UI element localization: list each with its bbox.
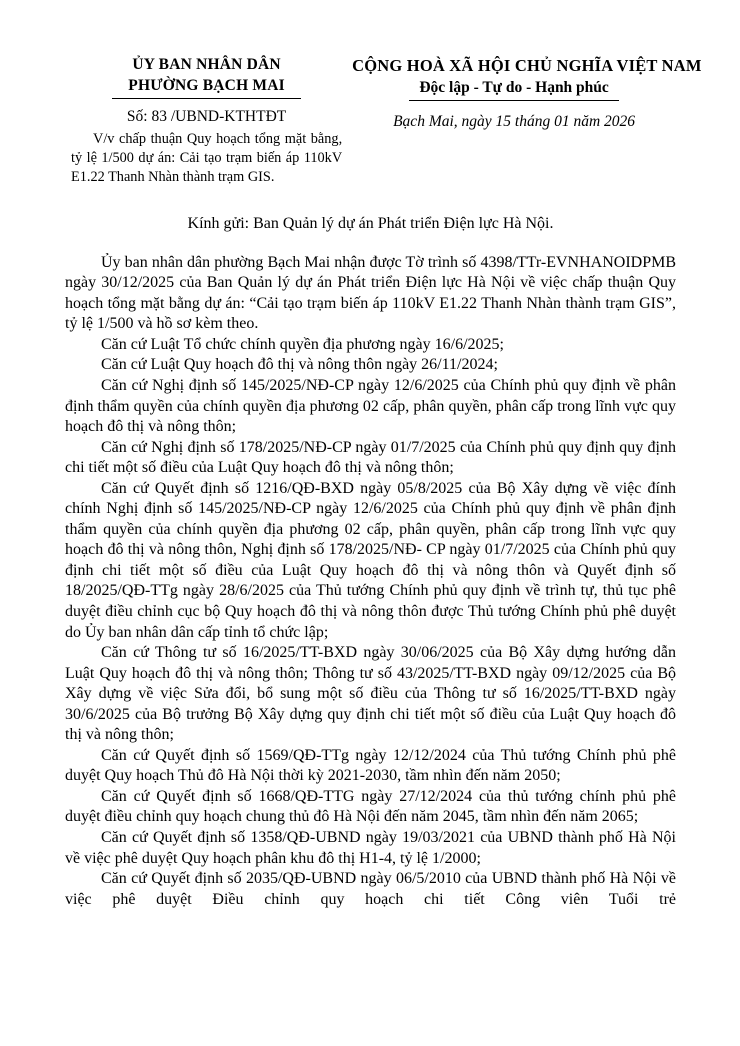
header-issuing-authority-block (65, 55, 352, 187)
body-paragraph: Căn cứ Luật Quy hoạch đô thị và nông thôn ngày 26/11/2024; (101, 356, 498, 374)
document-number-value: 83 (151, 107, 167, 125)
body-paragraph: Căn cứ Nghị định số 145/2025/NĐ-CP ngày 12/6/2025 của Chính phủ quy định về phân định thẩm quyền của chính quyền địa phương 02 cấp, phân quyền, phân cấp trong lĩnh vực quy hoạch đô thị và nông thôn; (65, 376, 676, 436)
national-motto: Độc lập - Tự do - Hạnh phúc (409, 78, 618, 101)
subject-text: V/v chấp thuận Quy hoạch tổng mặt bằng, tỷ lệ 1/500 dự án: Cải tạo trạm biến áp 110kV E1.22 Thanh Nhàn thành trạm GIS. (71, 130, 343, 186)
national-title: CỘNG HOÀ XÃ HỘI CHỦ NGHĨA VIỆT NAM (352, 56, 702, 75)
body-paragraph: Căn cứ Quyết định số 1216/QĐ-BXD ngày 05/8/2025 của Bộ Xây dựng về việc đính chính Nghị định số 145/2025/NĐ-CP ngày 12/6/2025 của Chính phủ quy định về phân định thẩm quyền của chính quyền địa phương 02 cấp, phân quyền, phân cấp trong lĩnh vực quy hoạch đô thị và nông thôn, Nghị định số 178/2025/NĐ- CP ngày 01/7/2025 của Chính phủ quy định chi tiết một số điều của Luật Quy hoạch đô thị và nông thôn và Quyết định số 18/2025/QĐ-TTg ngày 28/6/2025 của Thủ tướng Chính phủ quy định về trình tự, thủ tục phê duyệt điều chỉnh cục bộ Quy hoạch đô thị và nông thôn được Thủ tướng Chính phủ phê duyệt do Ủy ban nhân dân cấp tỉnh tổ chức lập; (65, 479, 676, 641)
document-number-row (65, 108, 348, 126)
body-paragraph: Căn cứ Thông tư số 16/2025/TT-BXD ngày 30/06/2025 của Bộ Xây dựng hướng dẫn Luật Quy hoạch đô thị và nông thôn; Thông tư số 43/2025/TT-BXD ngày 09/12/2025 của Bộ Xây dựng về việc Sửa đổi, bổ sung một số điều của Thông tư số 16/2025/TT-BXD ngày 30/6/2025 của Bộ trưởng Bộ Xây dựng quy định chi tiết một số điều của Luật Quy hoạch đô thị và nông thôn; (65, 644, 676, 744)
header-national-block (352, 55, 702, 131)
document-number-suffix: /UBND-KTHTĐT (170, 107, 287, 125)
body-paragraph: Căn cứ Quyết định số 1569/QĐ-TTg ngày 12/12/2024 của Thủ tướng Chính phủ phê duyệt Quy hoạch Thủ đô Hà Nội thời kỳ 2021-2030, tầm nhìn đến năm 2050; (65, 746, 676, 785)
body-paragraph: Căn cứ Luật Tổ chức chính quyền địa phương ngày 16/6/2025; (101, 335, 504, 353)
body-paragraph: Căn cứ Quyết định số 1668/QĐ-TTG ngày 27/12/2024 của thủ tướng chính phủ phê duyệt điều chỉnh quy hoạch chung thủ đô Hà Nội đến năm 2045, tầm nhìn đến năm 2065; (65, 787, 676, 826)
document-number-label: Số: (126, 107, 148, 125)
document-subject (65, 130, 348, 187)
body-paragraph: Căn cứ Nghị định số 178/2025/NĐ-CP ngày 01/7/2025 của Chính phủ quy định quy định chi tiết một số điều của Luật Quy hoạch đô thị và nông thôn; (65, 438, 676, 477)
document-body (65, 253, 676, 911)
place-and-date: Bạch Mai, ngày 15 tháng 01 năm 2026 (393, 113, 636, 131)
document-header (65, 55, 702, 187)
body-paragraph: Căn cứ Quyết định số 1358/QĐ-UBND ngày 19/03/2021 của UBND thành phố Hà Nội về việc phê duyệt Quy hoạch phân khu đô thị H1-4, tỷ lệ 1/2000; (65, 829, 676, 867)
body-paragraph: Ủy ban nhân dân phường Bạch Mai nhận được Tờ trình số 4398/TTr-EVNHANOIDPMB ngày 30/12/2025 của Ban Quản lý dự án Phát triển Điện lực Hà Nội về việc chấp thuận Quy hoạch tổng mặt bằng dự án: “Cải tạo trạm biến áp 110kV E1.22 Thanh Nhàn thành trạm GIS”, tỷ lệ 1/500 và hồ sơ kèm theo. (65, 253, 676, 333)
issuing-authority-line-2: PHƯỜNG BẠCH MAI (112, 76, 301, 99)
body-paragraph: Căn cứ Quyết định số 2035/QĐ-UBND ngày 06/5/2010 của UBND thành phố Hà Nội về việc phê duyệt Điều chỉnh quy hoạch chi tiết Công viên Tuổi trẻ (65, 870, 676, 908)
issuing-authority-line-1: ỦY BAN NHÂN DÂN (132, 56, 281, 73)
recipient-line: Kính gửi: Ban Quản lý dự án Phát triển Điện lực Hà Nội. (187, 215, 554, 233)
